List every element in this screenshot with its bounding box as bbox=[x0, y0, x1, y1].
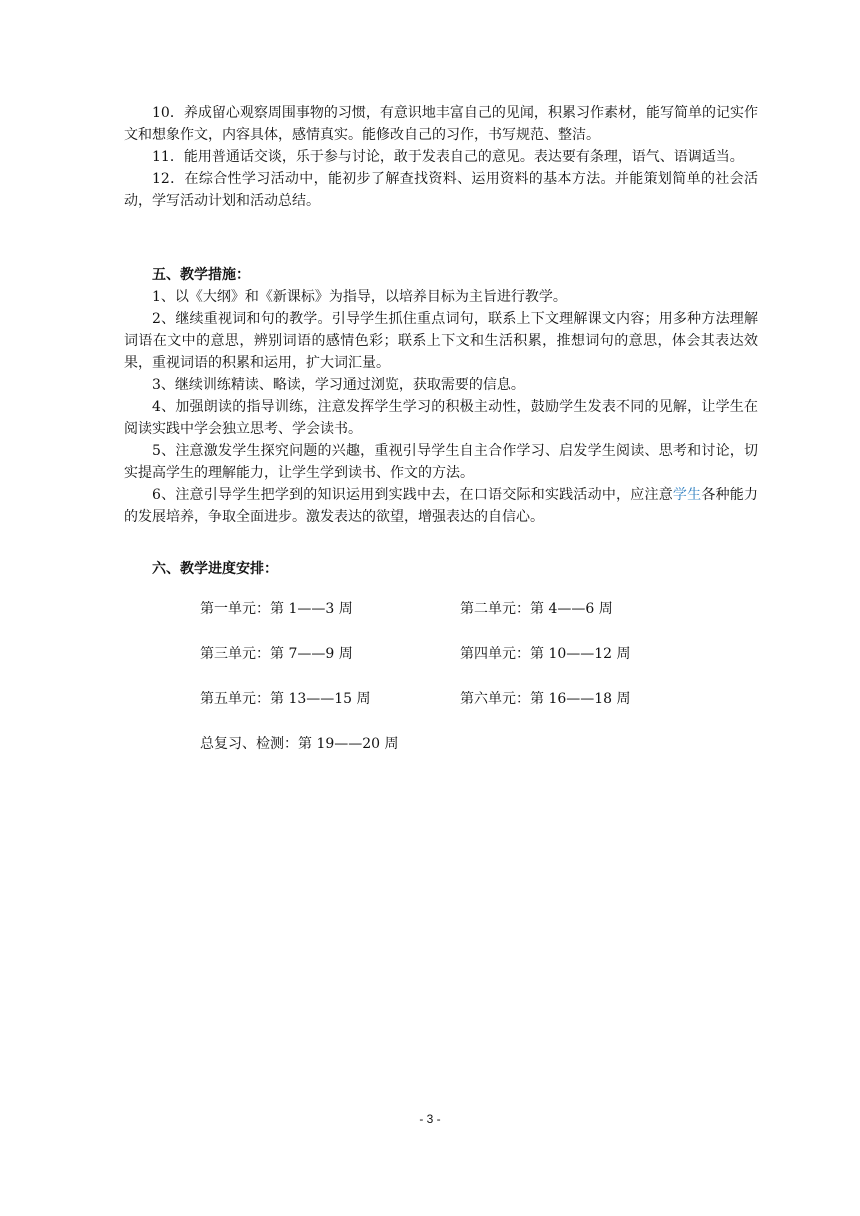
goals-list bbox=[124, 102, 758, 212]
schedule-cell: 第一单元：第 1——3 周 bbox=[200, 601, 353, 617]
goal-item-11: 11．能用普通话交谈，乐于参与讨论，敢于发表自己的意见。表达要有条理，语气、语调适当。 bbox=[152, 149, 744, 165]
goal-item-10: 10．养成留心观察周围事物的习惯，有意识地丰富自己的见闻，积累习作素材，能写简单的记实作文和想象作文，内容具体，感情真实。能修改自己的习作，书写规范、整洁。 bbox=[124, 105, 758, 143]
section-schedule bbox=[124, 558, 758, 580]
schedule-cell: 第六单元：第 16——18 周 bbox=[460, 691, 631, 707]
measure-item: 4、加强朗读的指导训练，注意发挥学生学习的积极主动性，鼓励学生发表不同的见解，让学生在阅读实践中学会独立思考、学会读书。 bbox=[124, 399, 758, 437]
schedule-row bbox=[200, 598, 720, 643]
section-teaching-measures bbox=[124, 264, 758, 528]
measure-item: 3、继续训练精读、略读，学习通过浏览，获取需要的信息。 bbox=[152, 377, 525, 393]
section-heading: 六、教学进度安排： bbox=[152, 561, 278, 577]
measure-text: 6、注意引导学生把学到的知识运用到实践中去，在口语交际和实践活动中，应注意 bbox=[152, 487, 673, 503]
goal-item-12: 12．在综合性学习活动中，能初步了解查找资料、运用资料的基本方法。并能策划简单的社会活动，学写活动计划和活动总结。 bbox=[124, 171, 758, 209]
measure-item: 2、继续重视词和句的教学。引导学生抓住重点词句，联系上下文理解课文内容；用多种方法理解词语在文中的意思，辨别词语的感情色彩；联系上下文和生活积累，推想词句的意思，体会其表达效果，重视词语的积累和运用，扩大词汇量。 bbox=[124, 311, 758, 371]
schedule-row bbox=[200, 688, 720, 733]
schedule-cell: 第二单元：第 4——6 周 bbox=[460, 601, 613, 617]
highlighted-word: 学生 bbox=[672, 487, 702, 503]
schedule-table bbox=[200, 598, 720, 778]
section-heading: 五、教学措施： bbox=[152, 267, 250, 283]
page-number: - 3 - bbox=[419, 1112, 441, 1126]
measure-text: 各种能力的发展培养，争取全面进步。激发表达的欲望，增强表达的自信心。 bbox=[124, 487, 759, 525]
schedule-cell: 第三单元：第 7——9 周 bbox=[200, 646, 353, 662]
schedule-cell: 总复习、检测：第 19——20 周 bbox=[200, 736, 399, 752]
schedule-row bbox=[200, 733, 720, 778]
measure-item: 5、注意激发学生探究问题的兴趣，重视引导学生自主合作学习、启发学生阅读、思考和讨论，切实提高学生的理解能力，让学生学到读书、作文的方法。 bbox=[124, 443, 758, 481]
measure-item: 1、以《大纲》和《新课标》为指导，以培养目标为主旨进行教学。 bbox=[152, 289, 567, 305]
schedule-row bbox=[200, 643, 720, 688]
schedule-cell: 第五单元：第 13——15 周 bbox=[200, 691, 371, 707]
schedule-cell: 第四单元：第 10——12 周 bbox=[460, 646, 631, 662]
measure-item bbox=[124, 484, 758, 528]
